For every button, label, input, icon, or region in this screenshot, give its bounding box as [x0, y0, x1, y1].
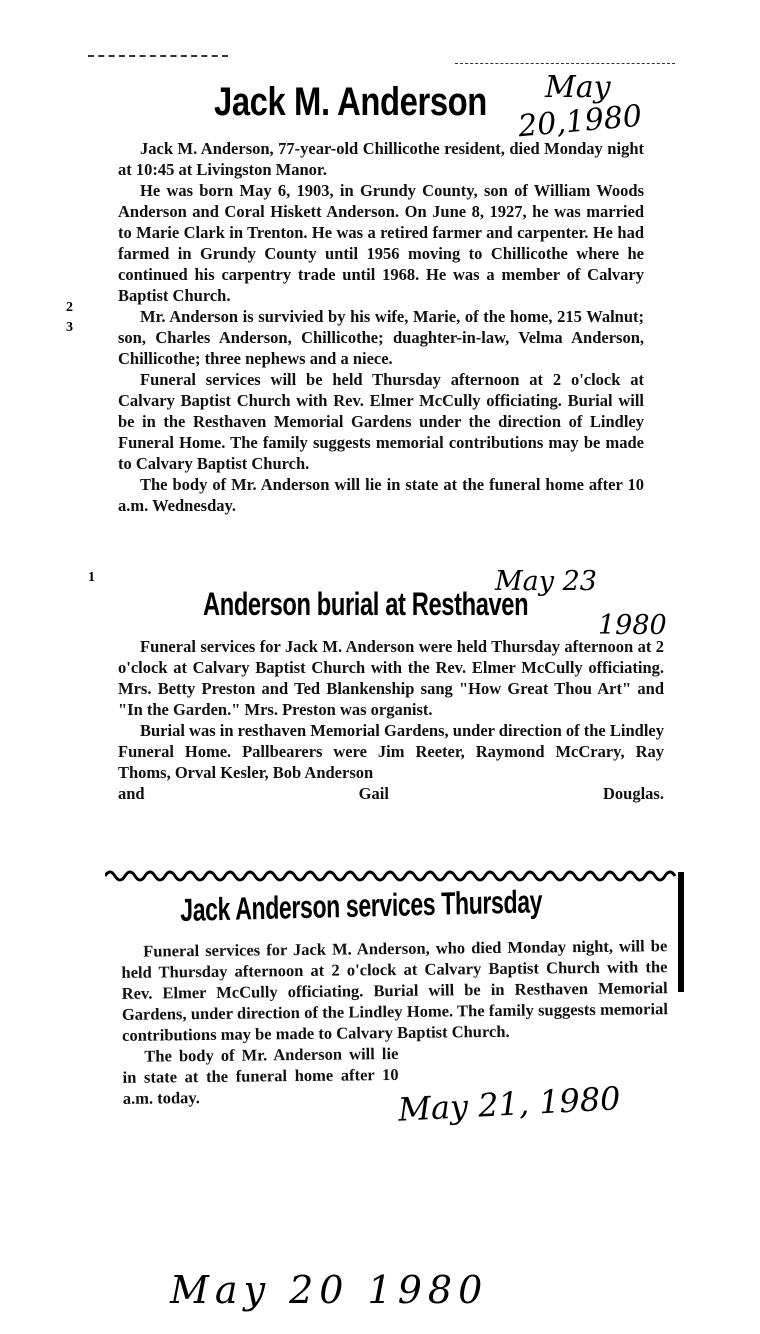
margin-mark: 2 [66, 300, 73, 315]
handwritten-date-note: May [545, 70, 611, 105]
obituary-paragraph: He was born May 6, 1903, in Grundy County, son of William Woods Anderson and Coral Hiskett Anderson. On June 8, 1927, he was married to Marie Clark in Trenton. He was a retired farmer and carpenter. He had farmed in Grundy County until 1956 moving to Chillicothe where he continued his carpentry trade until 1968. He was a member of Calvary Baptist Church. [118, 181, 644, 305]
burial-last-word: Gail [358, 784, 389, 803]
clipping-edge-top-right [455, 63, 675, 64]
clipping-edge-right [678, 872, 684, 992]
obituary-body [118, 138, 644, 516]
burial-last-line [118, 783, 664, 804]
handwritten-footer-date: May 20 1980 [170, 1268, 489, 1312]
clipping-edge-top [88, 55, 228, 57]
obituary-headline: Jack M. Anderson [214, 80, 487, 124]
burial-last-word: Douglas. [603, 784, 664, 803]
obituary-paragraph: Mr. Anderson is survivied by his wife, Marie, of the home, 215 Walnut; son, Charles Anderson, Chillicothe; duaghter-in-law, Velma Anderson, Chillicothe; three nephews and a niece. [118, 307, 644, 368]
margin-mark: 1 [88, 570, 95, 585]
burial-last-word: and [118, 784, 145, 803]
handwritten-date-note: May 21, 1980 [397, 1079, 622, 1129]
obituary-paragraph: Funeral services will be held Thursday afternoon at 2 o'clock at Calvary Baptist Church with Rev. Elmer McCully officiating. Burial will be in the Resthaven Memorial Gardens under the direction of Lindley Funeral Home. The family suggests memorial contributions may be made to Calvary Baptist Church. [118, 370, 644, 473]
obituary-paragraph: Jack M. Anderson, 77-year-old Chillicothe resident, died Monday night at 10:45 at Livingston Manor. [118, 139, 644, 179]
handwritten-date-note: 1980 [598, 610, 667, 641]
burial-paragraph: Burial was in resthaven Memorial Gardens, under direction of the Lindley Funeral Home. Pallbearers were Jim Reeter, Raymond McCrary, Ray Thoms, Orval Kesler, Bob Anderson [118, 721, 664, 782]
handwritten-date-note: 20,1980 [516, 98, 644, 145]
margin-mark: 3 [66, 320, 73, 335]
obituary-paragraph: The body of Mr. Anderson will lie in state at the funeral home after 10 a.m. Wednesday. [118, 475, 644, 515]
burial-body [118, 636, 664, 804]
handwritten-date-note: May 23 [495, 566, 597, 597]
burial-headline: Anderson burial at Resthaven [203, 586, 529, 622]
burial-paragraph: Funeral services for Jack M. Anderson were held Thursday afternoon at 2 o'clock at Calvary Baptist Church with the Rev. Elmer McCully officiating. Mrs. Betty Preston and Ted Blankenship sang "How Great Thou Art" and "In the Garden." Mrs. Preston was organist. [118, 637, 664, 719]
services-paragraph: Funeral services for Jack M. Anderson, who died Monday night, will be held Thursday afternoon at 2 o'clock at Calvary Baptist Church with the Rev. Elmer McCully officiating. Burial will be in Resthaven Memorial Gardens, under direction of the Lindley Home. The family suggests memorial contributions may be made to Calvary Baptist Church. [121, 936, 668, 1045]
clipping-edge-wavy [105, 868, 685, 882]
services-headline: Jack Anderson services Thursday [180, 883, 543, 928]
services-paragraph: The body of Mr. Anderson will lie in state at the funeral home after 10 a.m. today. [122, 1043, 399, 1108]
